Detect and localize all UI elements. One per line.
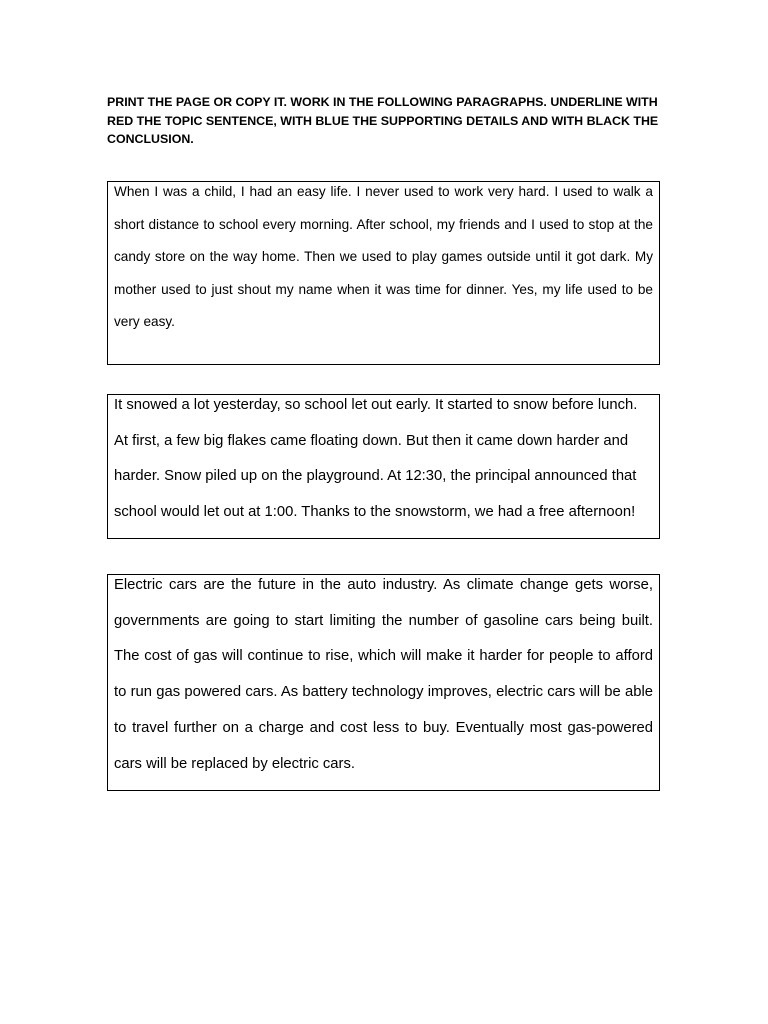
paragraph-text: It snowed a lot yesterday, so school let out early. It started to snow before lunch. At first, a few big flakes came floating down. But then it came down harder and harder. Snow piled up on the playground. At 12:30, the principal announced that school would let out at 1:00. Thanks to the snowstorm, we had a free afternoon! — [114, 397, 638, 520]
paragraph-box-electric-cars — [107, 574, 660, 791]
instructions-heading: PRINT THE PAGE OR COPY IT. WORK IN THE FOLLOWING PARAGRAPHS. UNDERLINE WITH RED THE TOPIC SENTENCE, WITH BLUE THE SUPPORTING DETAILS AND WITH BLACK THE CONCLUSION. — [107, 95, 659, 146]
paragraph-text: Electric cars are the future in the auto industry. As climate change gets worse, governments are going to start limiting the number of gasoline cars being built. The cost of gas will continue to rise, which will make it harder for people to afford to run gas powered cars. As battery technology improves, electric cars will be able to travel further on a charge and cost less to buy. Eventually most gas-powered cars will be replaced by electric cars. — [114, 577, 653, 772]
paragraph-box-childhood — [107, 181, 660, 365]
paragraph-box-snow-day — [107, 394, 660, 539]
paragraph-text: When I was a child, I had an easy life. I never used to work very hard. I used to walk a short distance to school every morning. After school, my friends and I used to stop at the candy store on the way home. Then we used to play games outside until it got dark. My mother used to just shout my name when it was time for dinner. Yes, my life used to be very easy. — [114, 184, 653, 330]
